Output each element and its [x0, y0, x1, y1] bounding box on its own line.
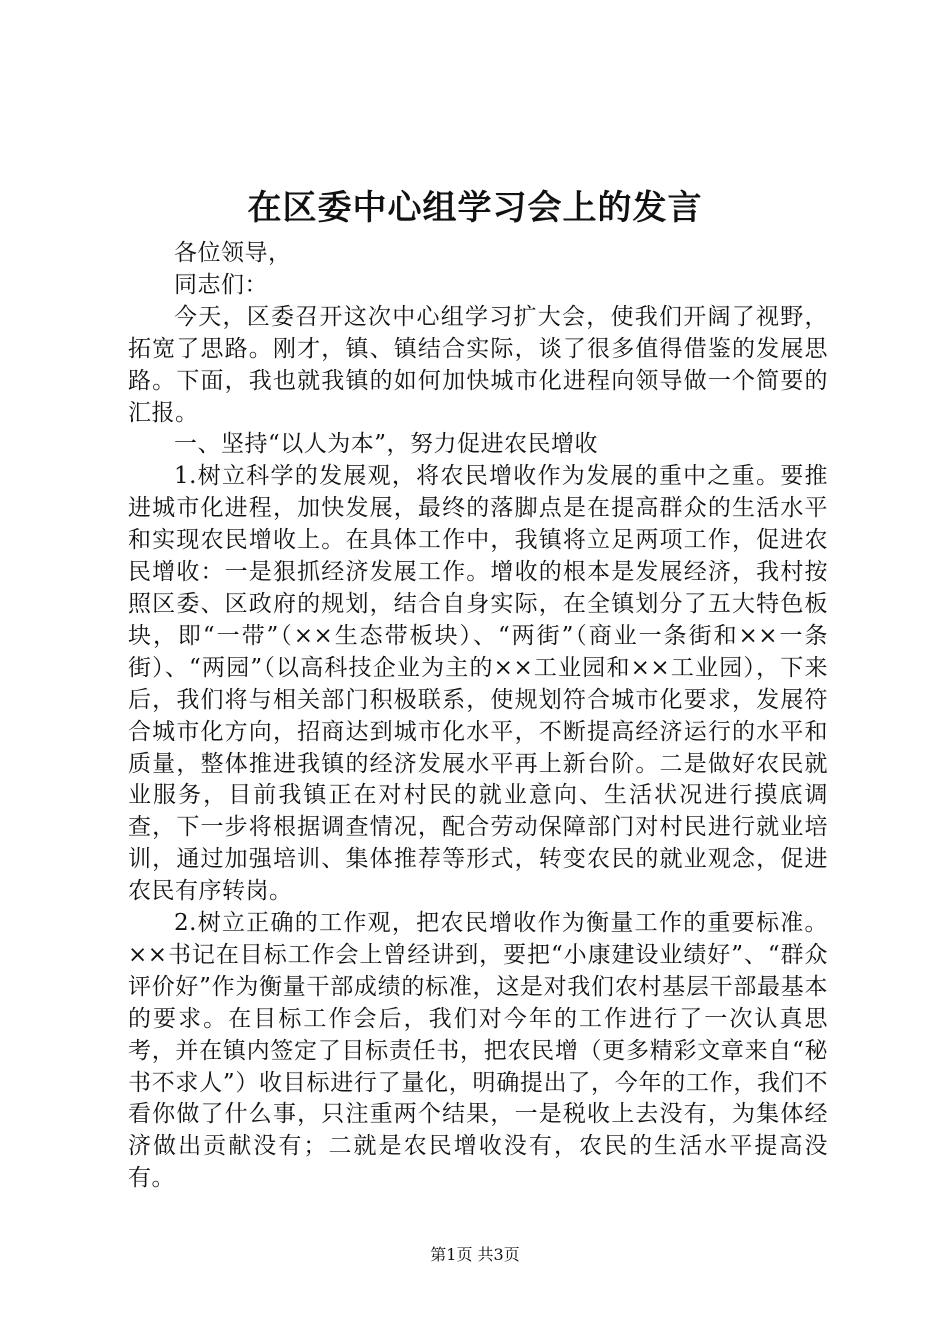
document-title: 在区委中心组学习会上的发言	[247, 188, 703, 228]
document-body	[128, 238, 828, 1195]
body-paragraph-1: 1.树立科学的发展观，将农民增收作为发展的重中之重。要推进城市化进程，加快发展，最终的落脚点是在提高群众的生活水平和实现农民增收上。在具体工作中，我镇将立足两项工作，促进农民增收：一是狠抓经济发展工作。增收的根本是发展经济，我村按照区委、区政府的规划，结合自身实际，在全镇划分了五大特色板块，即“一带”（××生态带板块）、“两街”（商业一条街和××一条街）、“两园”（以高科技企业为主的××工业园和××工业园），下来后，我们将与相关部门积极联系，使规划符合城市化要求，发展符合城市化方向，招商达到城市化水平，不断提高经济运行的水平和质量，整体推进我镇的经济发展水平再上新台阶。二是做好农民就业服务，目前我镇正在对村民的就业意向、生活状况进行摸底调查，下一步将根据调查情况，配合劳动保障部门对村民进行就业培训，通过加强培训、集体推荐等形式，转变农民的就业观念，促进农民有序转岗。	[128, 463, 828, 905]
intro-paragraph: 今天，区委召开这次中心组学习扩大会，使我们开阔了视野，拓宽了思路。刚才，镇、镇结合实际，谈了很多值得借鉴的发展思路。下面，我也就我镇的如何加快城市化进程向领导做一个简要的汇报。	[128, 303, 828, 426]
salutation-comrades: 同志们：	[174, 271, 268, 298]
section-heading-1: 一、坚持“以人为本”，努力促进农民增收	[174, 431, 599, 458]
salutation-leaders: 各位领导，	[174, 240, 292, 266]
body-paragraph-2: 2.树立正确的工作观，把农民增收作为衡量工作的重要标准。××书记在目标工作会上曾经讲到，要把“小康建设业绩好”、“群众评价好”作为衡量干部成绩的标准，这是对我们农村基层干部最基本的要求。在目标工作会后，我们对今年的工作进行了一次认真思考，并在镇内签定了目标责任书，把农民增（更多精彩文章来自“秘书不求人”）收目标进行了量化，明确提出了，今年的工作，我们不看你做了什么事，只注重两个结果，一是税收上去没有，为集体经济做出贡献没有；二就是农民增收没有，农民的生活水平提高没有。	[128, 910, 828, 1192]
page-footer: 第1页 共3页	[430, 1245, 520, 1264]
